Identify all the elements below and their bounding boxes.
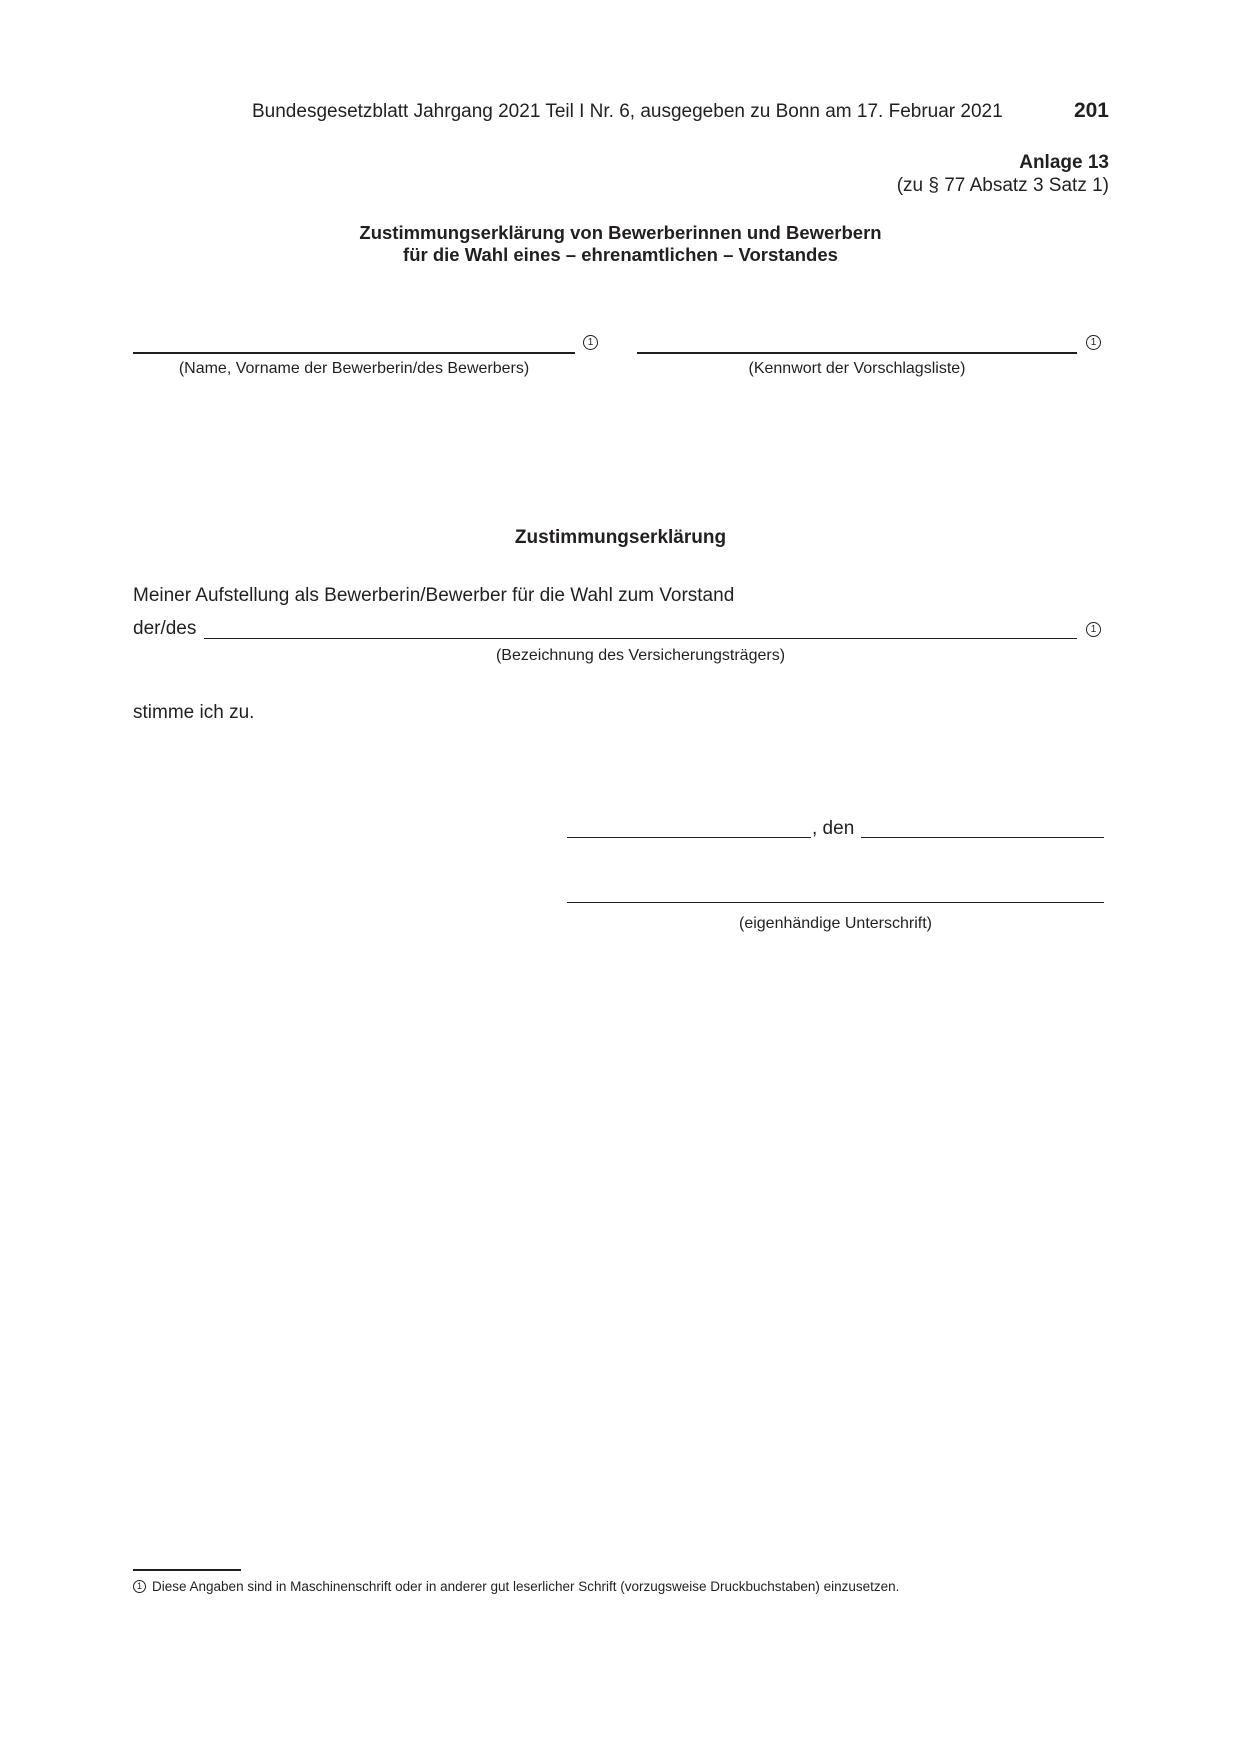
signature-field-line[interactable] bbox=[567, 902, 1104, 903]
page-number: 201 bbox=[1073, 99, 1109, 122]
place-field-line[interactable] bbox=[567, 837, 811, 838]
name-field-line[interactable] bbox=[133, 352, 575, 354]
form-title-line-2: für die Wahl eines – ehrenamtlichen – Vorstandes bbox=[403, 244, 838, 265]
date-field-line[interactable] bbox=[861, 837, 1104, 838]
declaration-heading: Zustimmungserklärung bbox=[514, 527, 727, 548]
footnote-text: Diese Angaben sind in Maschinenschrift oder in anderer gut leserlicher Schrift (vorzugsweise Druckbuchstaben) einzusetzen. bbox=[152, 1579, 900, 1594]
declaration-prefix: der/des bbox=[133, 618, 197, 639]
annex-label: Anlage 13 bbox=[1019, 152, 1109, 173]
insurer-field-caption: (Bezeichnung des Versicherungsträgers) bbox=[495, 647, 786, 664]
keyword-field-line[interactable] bbox=[637, 352, 1077, 354]
insurer-field-line[interactable] bbox=[204, 638, 1077, 639]
footnote-marker: 1 bbox=[1086, 335, 1101, 350]
form-title bbox=[133, 222, 1108, 266]
footnote-marker: 1 bbox=[583, 335, 598, 350]
footnote-rule bbox=[133, 1569, 241, 1571]
signature-caption: (eigenhändige Unterschrift) bbox=[739, 915, 932, 932]
declaration-sentence-end: stimme ich zu. bbox=[133, 702, 255, 723]
running-header: Bundesgesetzblatt Jahrgang 2021 Teil I Nr. 6, ausgegeben zu Bonn am 17. Februar 2021 bbox=[252, 101, 1003, 122]
annex-reference: (zu § 77 Absatz 3 Satz 1) bbox=[896, 175, 1109, 196]
footnote-marker: 1 bbox=[1086, 622, 1101, 637]
footnote-marker: 1 bbox=[133, 1580, 146, 1593]
name-field-caption: (Name, Vorname der Bewerberin/des Bewerbers) bbox=[178, 360, 530, 377]
keyword-field-caption: (Kennwort der Vorschlagsliste) bbox=[748, 360, 966, 377]
form-title-line-1: Zustimmungserklärung von Bewerberinnen und Bewerbern bbox=[359, 222, 882, 243]
date-connector: , den bbox=[812, 818, 855, 839]
declaration-sentence-start: Meiner Aufstellung als Bewerberin/Bewerber für die Wahl zum Vorstand bbox=[133, 585, 735, 606]
